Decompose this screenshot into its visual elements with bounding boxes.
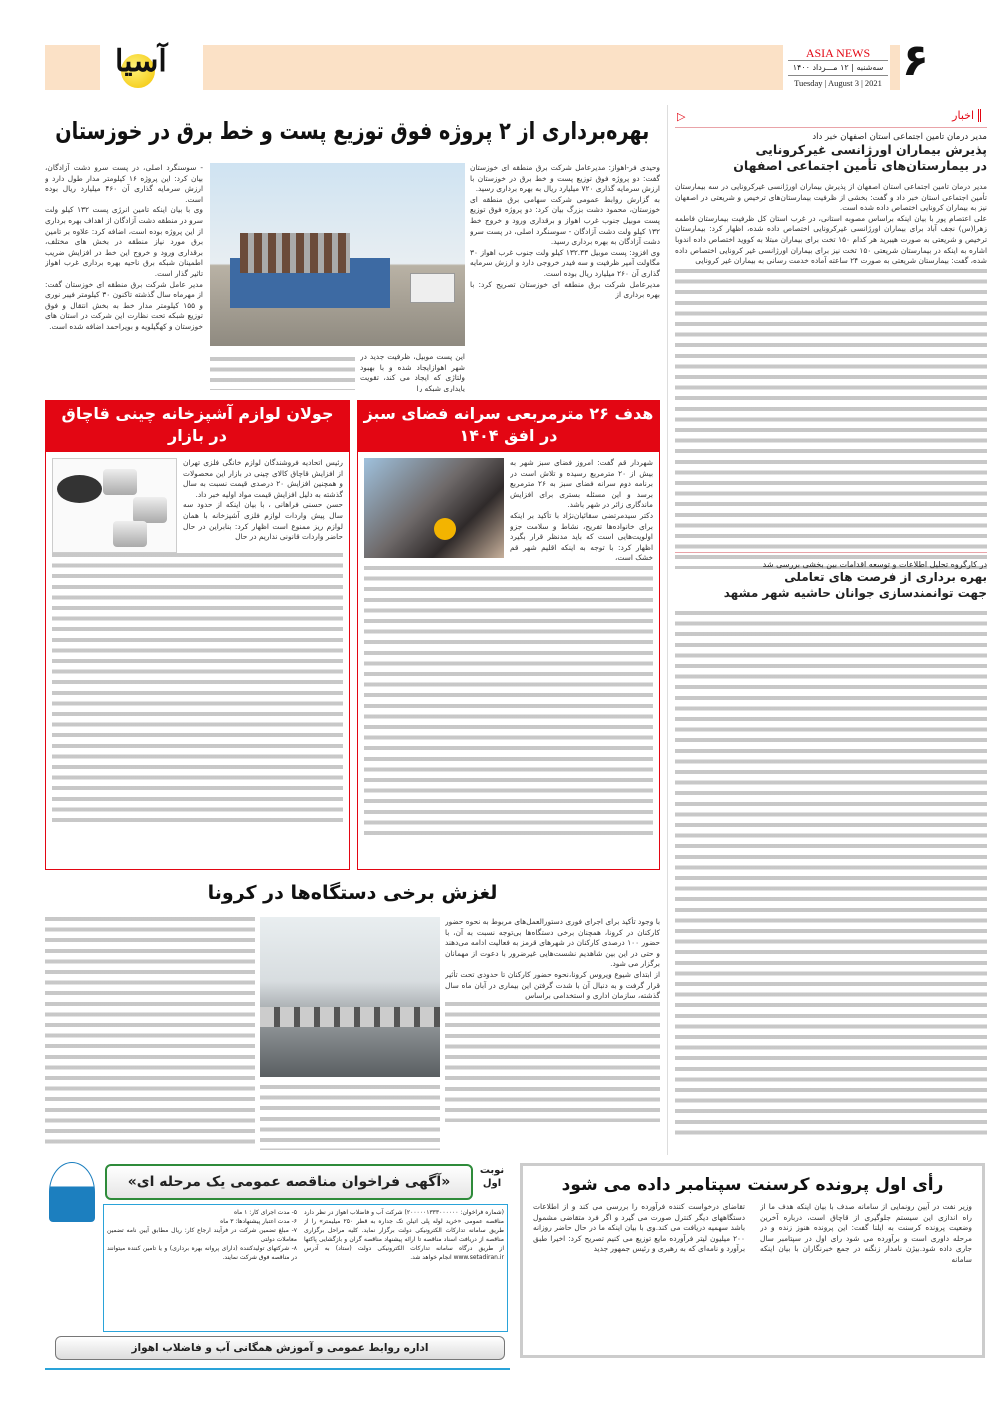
kitchen-article xyxy=(45,452,350,870)
qom-headline xyxy=(357,400,660,452)
article-paragraph: تقاضای درخواست کننده فرآورده را بررسی می کند و از اطلاعات دستگاههای دیگر کنترل صورت می گیرد و اگر فرد متقاضی مشمول باشد سهمیه دریافت می کند.وی با بیان اینکه ما در حال حاضر روزانه ۲۰۰ میلیون لیتر فرآورده مایع توزیع می کنیم تصریح کرد: اخیرا طبق برآورد و نامه‌ای که به رهبری و رئیس جمهور جدید xyxy=(533,1202,745,1254)
water-company-logo xyxy=(49,1162,95,1222)
khuzestan-col-right xyxy=(470,163,660,393)
office-workers-photo xyxy=(260,917,440,1077)
article-paragraph: وی با بیان اینکه تامین انرژی پست ۱۳۲ کیلو ولت سرو در منطقه دشت آزادگان از اهداف بهره برداری از این پروژه بوده است، اضافه کرد: علاوه بر تامین برق مورد نیاز منطقه در بخش های مختلف، برقداری ورود و خروج این خط در افزایش ضریب اطمینان شبکه برق ناحیه بهره برداری غرب اهواز تاثیر گذار است. xyxy=(45,205,203,278)
tender-ad xyxy=(45,1160,510,1370)
article-paragraph: شهردار قم گفت: امروز فضای سبز شهر به بیش از ۲۰ مترمربع رسیده و تلاش است در برنامه دوم سرانه فضای سبز به ۲۶ مترمربع برسد و این مسئله بستری برای افزایش ماندگاری زائر در شهر باشد. xyxy=(510,458,653,510)
isfahan-article xyxy=(675,132,987,569)
article-paragraph: وزیر نفت در آیین رونمایی از سامانه صدف با بیان اینکه هدف ما از راه اندازی این سیستم جلوگیری از قاچاق است، درباره آخرین وضعیت پرونده کرسنت به ایلنا گفت: این پرونده هنوز زنده و در مرحله داوری است و برآورده می شود رای اول در سپتامبر سال جاری داده شود.بیژن نامدار زنگنه در جمع خبرنگاران با بیان اینکه سامانه xyxy=(760,1202,972,1264)
qom-headline-line1: هدف ۲۶ مترمربعی سرانه فضای سبز xyxy=(363,404,654,423)
ad-footer: اداره روابط عمومی و آموزش همگانی آب و فاضلاب اهواز xyxy=(55,1336,505,1360)
article-paragraph: به گزارش روابط عمومی شرکت سهامی برق منطقه ای خوزستان، محمود دشت بزرگ بیان کرد: دو پروژه فوق توزیع پست موبیل جنوب غرب اهواز و برقداری ورود و خروج خط ۱۳۲ کیلو ولت دشت آزادگان - سوسنگرد اصلی، در پست سرو دشت آزادگان به بهره برداری رسید. xyxy=(470,194,660,247)
news-section-label: اخبار xyxy=(952,109,981,122)
play-icon: ▷ xyxy=(677,110,686,123)
corona-headline: لغزش برخی دستگاه‌ها در کرونا xyxy=(207,882,498,904)
header-dateline xyxy=(788,46,888,90)
article-paragraph: از ابتدای شیوع ویروس کرونا،نحوه حضور کارکنان تا حدودی تحت تأثیر قرار گرفت و به دنبال آن با شدت گرفتن این بیماری در آبان ماه سال گذشته، سازمان اداری و استخدامی براساس xyxy=(445,969,660,1001)
body-text-block xyxy=(210,357,355,390)
article-title: رأی اول پرونده کرسنت سپتامبر داده می شود xyxy=(561,1175,944,1195)
qom-article xyxy=(357,452,660,870)
article-title: پذیرش بیماران اورژانسی غیرکرونایی xyxy=(755,142,987,157)
column-divider xyxy=(667,105,668,1155)
logo xyxy=(105,40,195,92)
article-title: در بیمارستان‌های تأمین اجتماعی اصفهان xyxy=(733,158,987,173)
article-paragraph: وحیدی فر-اهواز: مدیرعامل شرکت برق منطقه ای خوزستان گفت: دو پروژه فوق توزیع پست و خط برق در خوزستان با ارزش سرمایه گذاری ۷۲۰ میلیارد ریال به بهره برداری رسید. xyxy=(470,163,660,194)
news-section-header xyxy=(675,108,987,128)
khuzestan-col-left xyxy=(45,163,203,393)
header-band-middle xyxy=(203,45,783,90)
article-kicker: در کارگروه تحلیل اطلاعات و توسعه اقدامات بین بخشی بررسی شد xyxy=(762,560,987,569)
article-paragraph: با وجود تأکید برای اجرای فوری دستورالعمل‌های مربوط به نحوه حضور کارکنان در کرونا، همچنان برخی دستگاه‌ها بی‌توجه نسبت به آن، با حضور ۱۰۰ درصدی کارکنان در شهرهای قرمز به فعالیت ادامه می‌دهند و حتی در این بین شاهدیم نشست‌هایی غیرضرور با دعوت از مهمانان برگزار می شود. xyxy=(445,917,660,969)
kitchen-headline-line1: جولان لوازم آشپزخانه چینی قاچاق xyxy=(61,404,334,423)
power-substation-photo xyxy=(210,163,465,346)
body-text-block xyxy=(364,566,653,836)
body-text-block xyxy=(260,1085,440,1150)
persian-date: سه‌شنبه | ۱۲ مـــرداد ۱۴۰۰ xyxy=(788,61,888,76)
article-paragraph: - سوسنگرد اصلی، در پست سرو دشت آزادگان، بیان کرد: این پروژه ۱۶ کیلومتر مدار طول دارد و ارزش سرمایه گذاری آن ۴۶۰ میلیارد ریال بوده است. xyxy=(45,163,203,204)
article-title: بهره برداری از فرصت های تعاملی xyxy=(784,570,987,584)
mashhad-article xyxy=(675,560,987,1141)
body-text-block xyxy=(52,553,343,828)
body-text-block xyxy=(45,917,255,1150)
article-paragraph: رئیس اتحادیه فروشندگان لوازم خانگی فلزی تهران از افزایش قاچاق کالای چینی در بازار این محصولات و همچنین افزایش ۲۰ درصدی قیمت نسبت به سال گذشته به دلیل افزایش قیمت مواد اولیه خبر داد. xyxy=(183,458,343,499)
article-paragraph: علی اعتصام پور با بیان اینکه براساس مصوبه استانی، در غرب استان کل ظرفیت بیمارستان فاطمه زهرا(س) نجف آباد برای بیماران اورژانسی غیرکرونایی اختصاص داده شده، اظهار کرد: بیمارستان ترخیص و شریعتی به صورت هیبرید هر کدام ۱۵۰ تخت برای بیماران مبتلا به کووید اختصاص داده اندوبا اشاره به اینکه در بیمارستان شریعتی ۱۵۰ تخت نیز برای بیماران اورژانسی غیر کرونایی اختصاص داده شده، گفت: بیمارستان شریعتی به صورت ۲۴ ساعته آماده خدمت رسانی به بیماران غیر کرونایی xyxy=(675,213,987,266)
ad-round-label: نوبت اول xyxy=(479,1165,505,1189)
article-kicker: مدیر درمان تامین اجتماعی استان اصفهان خبر داد xyxy=(812,132,987,142)
article-paragraph: مدیر عامل شرکت برق منطقه ای خوزستان گفت: از مهرماه سال گذشته تاکنون ۳۰ کیلومتر فیبر نوری و ۱۵۵ کیلومتر مدار خط به بخش انتقال و فوق توزیع شبکه تحت نظارت این شرکت در استان های خوزستان و کهگیلویه و بویراحمد اضافه شده است. xyxy=(45,279,203,331)
photo-caption-text: این پست موبیل، ظرفیت جدید در شهر اهوازایجاد شده و با بهبود ولتاژی که ایجاد می کند، تقویت پایداری شبکه را xyxy=(360,352,465,392)
article-paragraph: مدیر درمان تامین اجتماعی استان اصفهان از پذیرش بیماران اورژانسی غیرکرونایی در سه بیمارستان تأمین اجتماعی استان خبر داد و گفت: بخشی از ظرفیت بیمارستان‌های ترخیص و شریعتی در اصفهان نیز به بیماران کرونایی اختصاص داده شده است. xyxy=(675,182,987,213)
article-paragraph: دکتر سیدمرتضی سقائیان‌نژاد با تأکید بر اینکه برای خانواده‌ها تفریح، نشاط و سلامت جزو اولویت‌هایی است که باید مدنظر قرار بگیرد اظهار کرد: با توجه به اینکه اقلیم شهر قم خشک است، xyxy=(510,510,653,563)
article-paragraph: مدیرعامل شرکت برق منطقه ای خوزستان تصریح کرد: با بهره برداری از xyxy=(470,279,660,300)
mayor-interview-photo xyxy=(364,458,504,558)
body-text-block xyxy=(675,269,987,569)
crescent-article xyxy=(520,1163,985,1358)
ad-title-box: «آگهی فراخوان مناقصه عمومی یک مرحله ای» xyxy=(105,1164,473,1200)
article-paragraph: وی افزود: پست موبیل ۱۳۲.۳۳ کیلو ولت جنوب غرب اهواز ۳۰ مگاولت آمپر ظرفیت و سه فیدر خروجی دارد و ارزش سرمایه گذاری آن ۲۶۰ میلیارد ریال بوده است. xyxy=(470,247,660,278)
body-text-block xyxy=(445,1002,660,1122)
article-title: جهت توانمندسازی جوانان حاشیه شهر مشهد xyxy=(723,586,987,600)
corona-col-right xyxy=(445,917,660,1152)
main-headline-wrap xyxy=(45,113,660,153)
logo-text: آسیا xyxy=(115,44,167,79)
main-headline: بهره‌برداری از ۲ پروژه فوق توزیع پست و خط برق در خوزستان xyxy=(55,117,650,145)
header-band-right xyxy=(890,45,900,90)
cookware-photo xyxy=(52,458,177,553)
english-date: Tuesday | August 3 | 2021 xyxy=(794,78,882,88)
page-number: ۶ xyxy=(902,35,929,86)
body-text-block xyxy=(675,611,987,1141)
qom-headline-line2: در افق ۱۴۰۴ xyxy=(459,426,558,445)
ad-details xyxy=(103,1204,508,1332)
ad-details-left: ۵- مدت اجرای کار: ۱ ماه ۶- مدت اعتبار پیشنهادها: ۳ ماه ۷- مبلغ تضمین شرکت در فرآیند ارجاع کار: ریال مطابق آیین نامه تضمین معاملات دولتی ۸- شرکتهای تولیدکننده (دارای پروانه بهره برداری) و یا تامین کننده میتوانند در مناقصه فوق شرکت نمایند. xyxy=(107,1209,297,1261)
kitchen-headline-line2: در بازار xyxy=(168,426,227,445)
article-paragraph: حسن حسنی فراهانی ، با بیان اینکه از حدود سه سال پیش واردات لوازم فلزی آشپزخانه با همان لوازم ریز ممنوع است اظهار کرد: بنابراین در حال حاضر واردات قانونی نداریم در حال xyxy=(183,500,343,542)
ad-details-right: (شماره فراخوان: ۲۰۰۰۰۰۱۳۳۳۰۰۰۰۰۰) شرکت آب و فاضلاب اهواز در نظر دارد مناقصه عمومی «خرید لوله پلی اتیلن تک جداره به قطر ۲۵۰ میلیمتر» را از طریق سامانه تدارکات الکترونیکی دولت برگزار نماید. کلیه مراحل برگزاری مناقصه از دریافت اسناد مناقصه تا ارائه پیشنهاد مناقصه گران و بازگشایی پاکتها از طریق درگاه سامانه تدارکات الکترونیکی دولت (ستاد) به آدرس www.setadiran.ir انجام خواهد شد. xyxy=(304,1209,504,1261)
header-band-left xyxy=(45,45,100,90)
brand-name: ASIA NEWS xyxy=(788,46,888,61)
divider xyxy=(675,552,987,553)
kitchen-headline xyxy=(45,400,350,452)
